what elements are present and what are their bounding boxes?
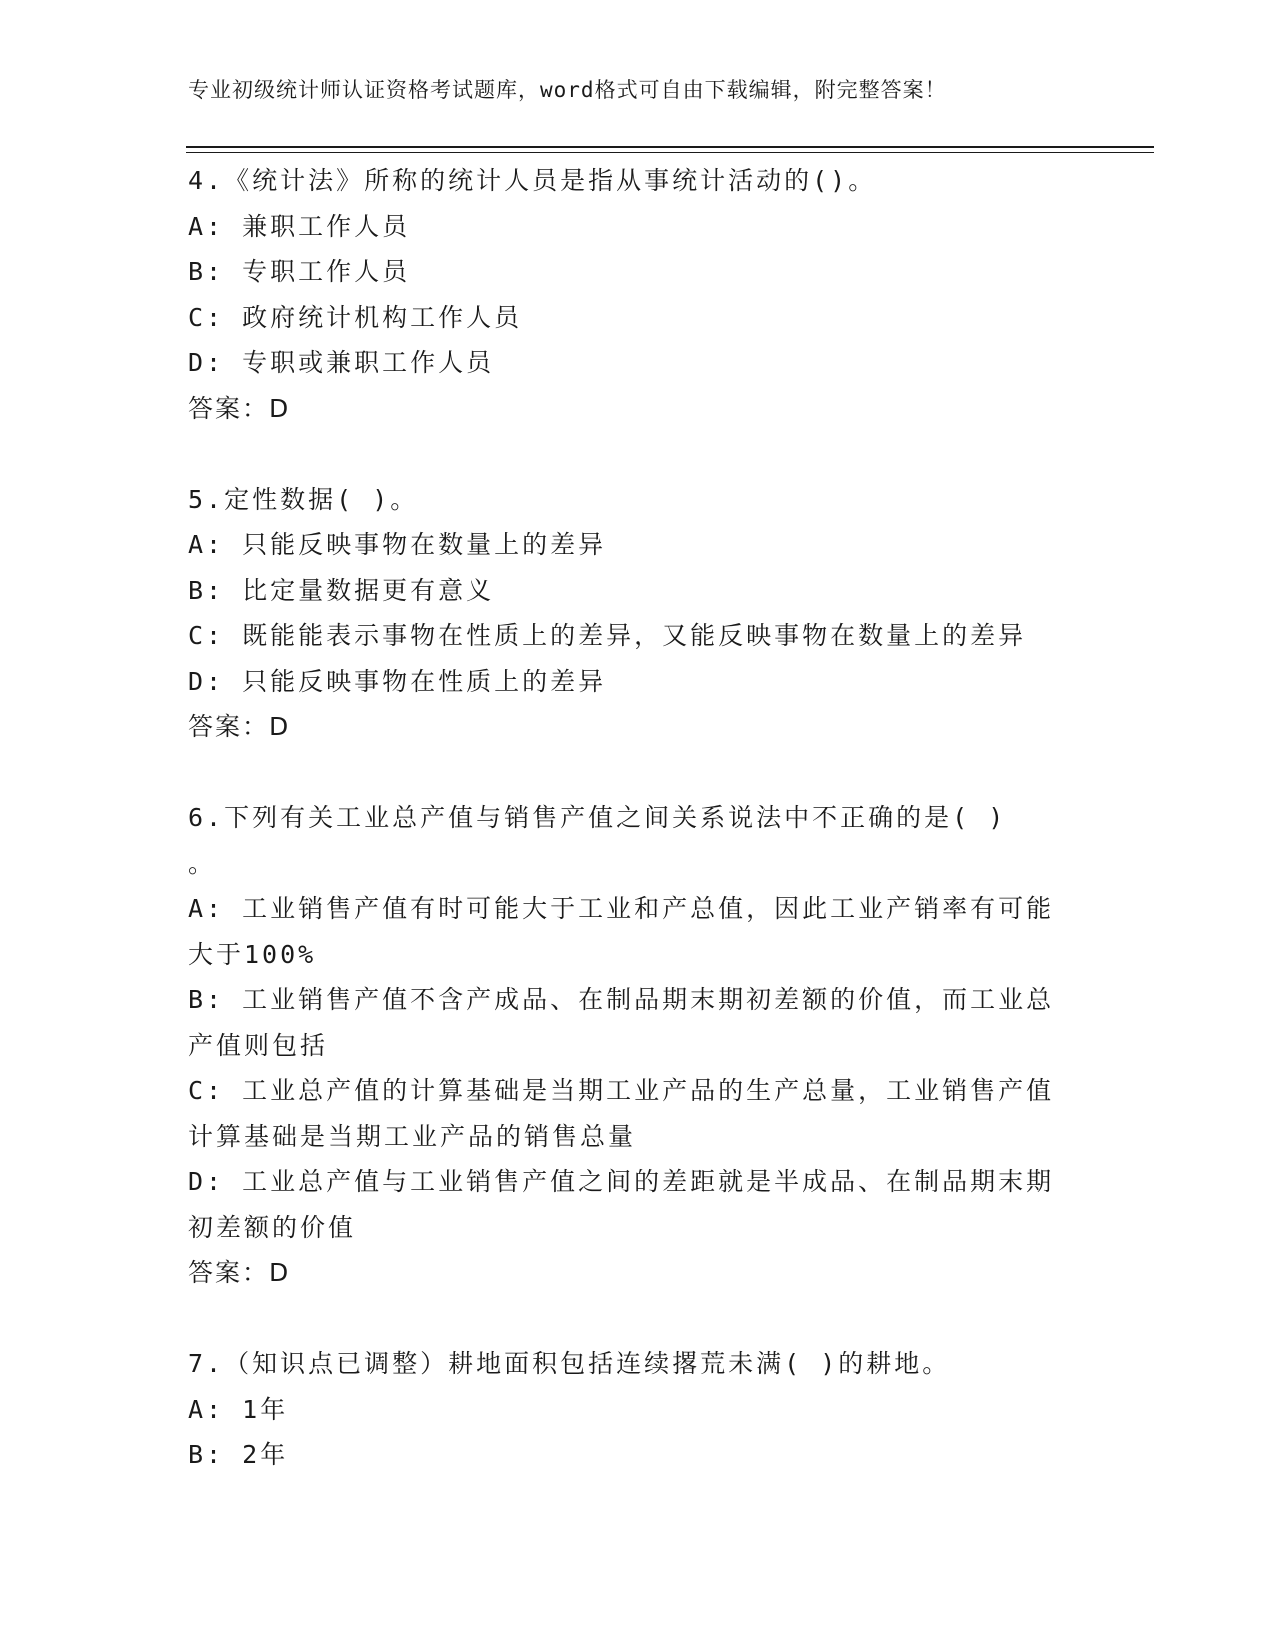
question-6 xyxy=(188,795,1088,1296)
answer: 答案：D xyxy=(188,712,291,741)
header-rule-thick xyxy=(186,146,1154,148)
option-b: B: 2年 xyxy=(188,1440,289,1469)
question-stem: 4.《统计法》所称的统计人员是指从事统计活动的()。 xyxy=(188,166,877,195)
option-c-continued: 计算基础是当期工业产品的销售总量 xyxy=(188,1121,637,1151)
option-a: A: 只能反映事物在数量上的差异 xyxy=(188,530,607,559)
option-d: D: 只能反映事物在性质上的差异 xyxy=(188,666,607,696)
spacer xyxy=(188,1296,1088,1342)
question-stem: 7.（知识点已调整）耕地面积包括连续撂荒未满( )的耕地。 xyxy=(188,1349,951,1378)
option-a: A: 工业销售产值有时可能大于工业和产总值，因此工业产销率有可能 xyxy=(188,894,1055,923)
question-stem: 6.下列有关工业总产值与销售产值之间关系说法中不正确的是( ) xyxy=(188,803,1007,832)
option-d: D: 工业总产值与工业销售产值之间的差距就是半成品、在制品期末期 xyxy=(188,1167,1055,1196)
option-b: B: 比定量数据更有意义 xyxy=(188,575,495,605)
answer: 答案：D xyxy=(188,393,291,423)
question-4 xyxy=(188,158,1088,431)
question-stem-continued: 。 xyxy=(188,848,217,878)
option-b: B: 工业销售产值不含产成品、在制品期末期初差额的价值，而工业总 xyxy=(188,985,1055,1014)
header-rule-thin xyxy=(186,152,1154,153)
answer: 答案：D xyxy=(188,1258,291,1287)
question-stem: 5.定性数据( )。 xyxy=(188,484,419,514)
question-list xyxy=(188,158,1088,1478)
option-b: B: 专职工作人员 xyxy=(188,257,411,286)
option-c: C: 既能能表示事物在性质上的差异，又能反映事物在数量上的差异 xyxy=(188,621,1027,650)
option-a: A: 兼职工作人员 xyxy=(188,211,411,241)
option-d-continued: 初差额的价值 xyxy=(188,1212,357,1242)
question-5 xyxy=(188,477,1088,750)
spacer xyxy=(188,750,1088,796)
option-c: C: 政府统计机构工作人员 xyxy=(188,302,523,332)
spacer xyxy=(188,431,1088,477)
option-c: C: 工业总产值的计算基础是当期工业产品的生产总量，工业销售产值 xyxy=(188,1076,1055,1105)
option-a-continued: 大于100% xyxy=(188,939,317,969)
option-b-continued: 产值则包括 xyxy=(188,1030,329,1060)
option-a: A: 1年 xyxy=(188,1394,289,1424)
question-7 xyxy=(188,1341,1088,1478)
option-d: D: 专职或兼职工作人员 xyxy=(188,348,495,377)
page-header: 专业初级统计师认证资格考试题库，word格式可自由下载编辑，附完整答案！ xyxy=(188,78,947,102)
